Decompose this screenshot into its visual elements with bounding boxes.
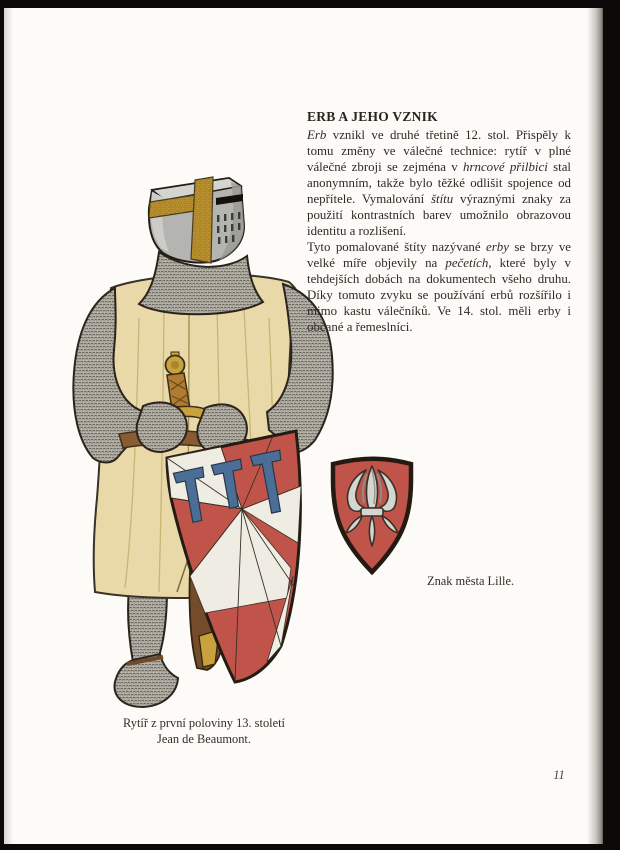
page-right-edge-shadow bbox=[587, 8, 603, 844]
paragraph-1: Erb vznikl ve druhé třetině 12. stol. Přispěly k tomu změny ve válečné technice: rytíř v plné válečné zbroji se zejména v hrncové přilbici stal anonymním, takže bylo těžké odlišit spojence od nepřítele. Vymalování štítu výraznými znaky za použití kontrastních barev umožnilo obrazovou identitu a rozlišení. bbox=[307, 128, 571, 238]
lille-caption: Znak města Lille. bbox=[427, 574, 515, 588]
article-heading: ERB A JEHO VZNIK bbox=[307, 109, 438, 125]
page-left-edge-shadow bbox=[4, 8, 13, 844]
knight-caption-line1: Rytíř z první poloviny 13. století bbox=[123, 716, 285, 730]
page-number: 11 bbox=[553, 768, 565, 782]
paragraph-2: Tyto pomalované štíty nazývané erby se brzy ve velké míře objevily na pečetích, které byly v tehdejších dobách na dokumentech všeho druhu. Díky tomuto zvyku se používání erbů rozšířilo i mimo kastu válečníků. Ve 14. stol. měli erby i občané a řemeslníci. bbox=[307, 240, 571, 334]
book-page bbox=[4, 8, 603, 844]
knight-caption-line2: Jean de Beaumont. bbox=[157, 731, 251, 746]
lille-coat-of-arms-illustration bbox=[326, 454, 418, 580]
knight-caption bbox=[64, 716, 344, 747]
article-body bbox=[307, 127, 571, 335]
knight-leg bbox=[115, 588, 178, 707]
knight-helmet bbox=[149, 177, 244, 263]
knight-illustration bbox=[59, 168, 339, 716]
knight-shield bbox=[167, 431, 301, 682]
